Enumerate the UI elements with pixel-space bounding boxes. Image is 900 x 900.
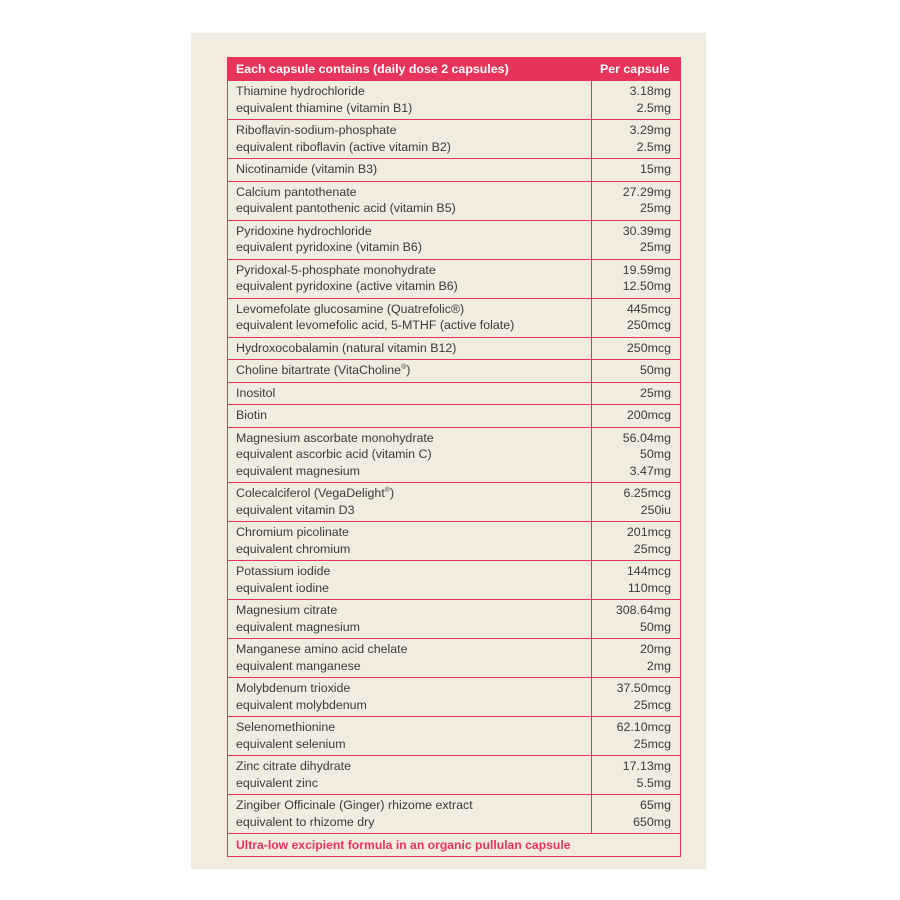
amount-line: 62.10mcg [616, 720, 671, 734]
amount-line: 2.5mg [636, 100, 671, 115]
amount-line: 250mcg [626, 318, 671, 332]
column-header-ingredient: Each capsule contains (daily dose 2 capsules) [228, 58, 592, 81]
ingredient-line: equivalent molybdenum [236, 697, 367, 712]
amount-cell [592, 522, 681, 561]
ingredient-cell [228, 382, 592, 405]
ingredient-line: Calcium pantothenate [236, 184, 357, 199]
amount-cell [592, 756, 681, 795]
ingredient-line: equivalent thiamine (vitamin B1) [236, 100, 413, 115]
amount-line: 56.04mg [622, 430, 671, 445]
ingredient-cell [228, 220, 592, 259]
amount-line: 19.59mg [622, 262, 671, 277]
table-row [228, 259, 681, 298]
amount-line: 37.50mcg [616, 681, 671, 695]
amount-line: 17.13mg [622, 759, 671, 773]
amount-line: 25mg [640, 240, 671, 254]
nutrition-facts-table [227, 57, 681, 857]
ingredient-line: Magnesium ascorbate monohydrate [236, 430, 434, 445]
amount-line: 3.29mg [629, 123, 671, 137]
table-row [228, 795, 681, 834]
amount-line: 12.50mg [622, 279, 671, 293]
amount-cell [592, 427, 681, 483]
amount-line: 50mg [640, 619, 671, 634]
ingredient-line: equivalent magnesium [236, 463, 360, 478]
ingredient-line: Inositol [236, 385, 276, 400]
ingredient-line: Pyridoxal-5-phosphate monohydrate [236, 262, 436, 277]
ingredient-cell [228, 159, 592, 182]
ingredient-cell [228, 360, 592, 383]
table-row [228, 220, 681, 259]
amount-line: 3.18mg [629, 84, 671, 98]
amount-line: 15mg [640, 162, 671, 176]
ingredient-line: equivalent levomefolic acid, 5-MTHF (active folate) [236, 318, 515, 332]
ingredient-line: Molybdenum trioxide [236, 681, 351, 695]
ingredient-line: Pyridoxine hydrochloride [236, 223, 372, 238]
table-row [228, 639, 681, 678]
ingredient-line: Chromium picolinate [236, 525, 349, 539]
table-row [228, 717, 681, 756]
amount-cell [592, 639, 681, 678]
amount-line: 50mg [640, 447, 671, 461]
ingredient-line: equivalent selenium [236, 736, 346, 751]
ingredient-cell [228, 522, 592, 561]
amount-cell [592, 678, 681, 717]
ingredient-line: Nicotinamide (vitamin B3) [236, 162, 378, 176]
ingredient-cell [228, 795, 592, 834]
ingredient-line: equivalent iodine [236, 580, 330, 595]
footer-note: Ultra-low excipient formula in an organic pullulan capsule [228, 834, 681, 857]
table-row [228, 600, 681, 639]
amount-line: 30.39mg [622, 223, 671, 238]
amount-cell [592, 81, 681, 120]
amount-cell [592, 600, 681, 639]
amount-line: 6.25mcg [623, 486, 671, 500]
amount-line: 445mcg [626, 301, 671, 316]
amount-cell [592, 360, 681, 383]
ingredient-cell [228, 678, 592, 717]
amount-cell [592, 483, 681, 522]
amount-line: 2.5mg [636, 139, 671, 154]
ingredient-line: equivalent vitamin D3 [236, 502, 355, 517]
ingredient-line: Manganese amino acid chelate [236, 642, 408, 656]
table-row [228, 159, 681, 182]
amount-line: 25mcg [633, 541, 671, 556]
amount-line: 110mcg [627, 580, 671, 595]
table-row [228, 181, 681, 220]
ingredient-line: Zingiber Officinale (Ginger) rhizome extract [236, 798, 473, 812]
table-row [228, 298, 681, 337]
amount-cell [592, 298, 681, 337]
ingredient-line: Selenomethionine [236, 720, 336, 734]
amount-line: 2mg [646, 658, 671, 673]
column-header-per-capsule: Per capsule [592, 58, 681, 81]
ingredient-cell [228, 120, 592, 159]
table-row [228, 561, 681, 600]
amount-line: 20mg [640, 642, 671, 656]
ingredient-line: equivalent pyridoxine (active vitamin B6) [236, 279, 458, 293]
ingredient-cell [228, 298, 592, 337]
ingredient-cell [228, 337, 592, 360]
ingredient-cell [228, 81, 592, 120]
amount-line: 308.64mg [615, 603, 671, 617]
table-row [228, 337, 681, 360]
ingredient-line: Choline bitartrate (VitaCholine®) [236, 363, 411, 377]
ingredient-cell [228, 181, 592, 220]
amount-line: 25mcg [633, 736, 671, 751]
ingredient-line: equivalent chromium [236, 541, 351, 556]
ingredient-cell [228, 600, 592, 639]
amount-line: 27.29mg [622, 184, 671, 199]
amount-cell [592, 382, 681, 405]
amount-line: 250iu [640, 502, 671, 517]
table-row [228, 678, 681, 717]
ingredient-line: Colecalciferol (VegaDelight®) [236, 486, 395, 500]
ingredient-cell [228, 259, 592, 298]
ingredient-line: Zinc citrate dihydrate [236, 759, 352, 773]
ingredient-cell [228, 405, 592, 428]
amount-line: 50mg [640, 363, 671, 377]
amount-line: 25mcg [633, 697, 671, 712]
table-row [228, 360, 681, 383]
ingredient-line: Biotin [236, 408, 267, 422]
amount-cell [592, 120, 681, 159]
amount-line: 25mg [640, 201, 671, 215]
amount-cell [592, 181, 681, 220]
table-row [228, 382, 681, 405]
amount-cell [592, 259, 681, 298]
ingredient-line: Potassium iodide [236, 564, 331, 578]
ingredient-cell [228, 756, 592, 795]
table-row [228, 522, 681, 561]
table-header-row [228, 58, 681, 81]
amount-line: 25mg [640, 385, 671, 400]
amount-line: 3.47mg [629, 463, 671, 478]
ingredient-line: equivalent pantothenic acid (vitamin B5) [236, 201, 456, 215]
amount-line: 201mcg [626, 525, 671, 539]
amount-line: 144mcg [626, 564, 671, 578]
amount-line: 250mcg [626, 340, 671, 355]
ingredient-cell [228, 639, 592, 678]
amount-cell [592, 405, 681, 428]
amount-cell [592, 159, 681, 182]
amount-line: 5.5mg [636, 775, 671, 790]
ingredient-line: equivalent riboflavin (active vitamin B2) [236, 139, 451, 154]
ingredient-line: equivalent pyridoxine (vitamin B6) [236, 240, 422, 254]
ingredient-cell [228, 483, 592, 522]
ingredient-cell [228, 427, 592, 483]
amount-cell [592, 337, 681, 360]
amount-line: 650mg [633, 814, 671, 829]
ingredient-line: equivalent zinc [236, 775, 318, 790]
table-row [228, 405, 681, 428]
ingredient-line: Riboflavin-sodium-phosphate [236, 123, 397, 137]
amount-cell [592, 561, 681, 600]
amount-line: 65mg [640, 798, 671, 812]
table-body [228, 81, 681, 834]
table-row [228, 120, 681, 159]
amount-cell [592, 717, 681, 756]
table-row [228, 756, 681, 795]
ingredient-line: Hydroxocobalamin (natural vitamin B12) [236, 340, 457, 355]
amount-cell [592, 220, 681, 259]
ingredient-line: Levomefolate glucosamine (Quatrefolic®) [236, 301, 465, 316]
ingredient-line: equivalent to rhizome dry [236, 814, 375, 829]
ingredient-line: equivalent ascorbic acid (vitamin C) [236, 447, 432, 461]
ingredient-line: Thiamine hydrochloride [236, 84, 365, 98]
amount-line: 200mcg [626, 408, 671, 422]
table-row [228, 483, 681, 522]
ingredient-cell [228, 561, 592, 600]
ingredient-cell [228, 717, 592, 756]
ingredient-line: Magnesium citrate [236, 603, 338, 617]
ingredient-line: equivalent manganese [236, 658, 361, 673]
table-footer-row [228, 834, 681, 857]
ingredient-line: equivalent magnesium [236, 619, 360, 634]
table-row [228, 81, 681, 120]
amount-cell [592, 795, 681, 834]
table-row [228, 427, 681, 483]
